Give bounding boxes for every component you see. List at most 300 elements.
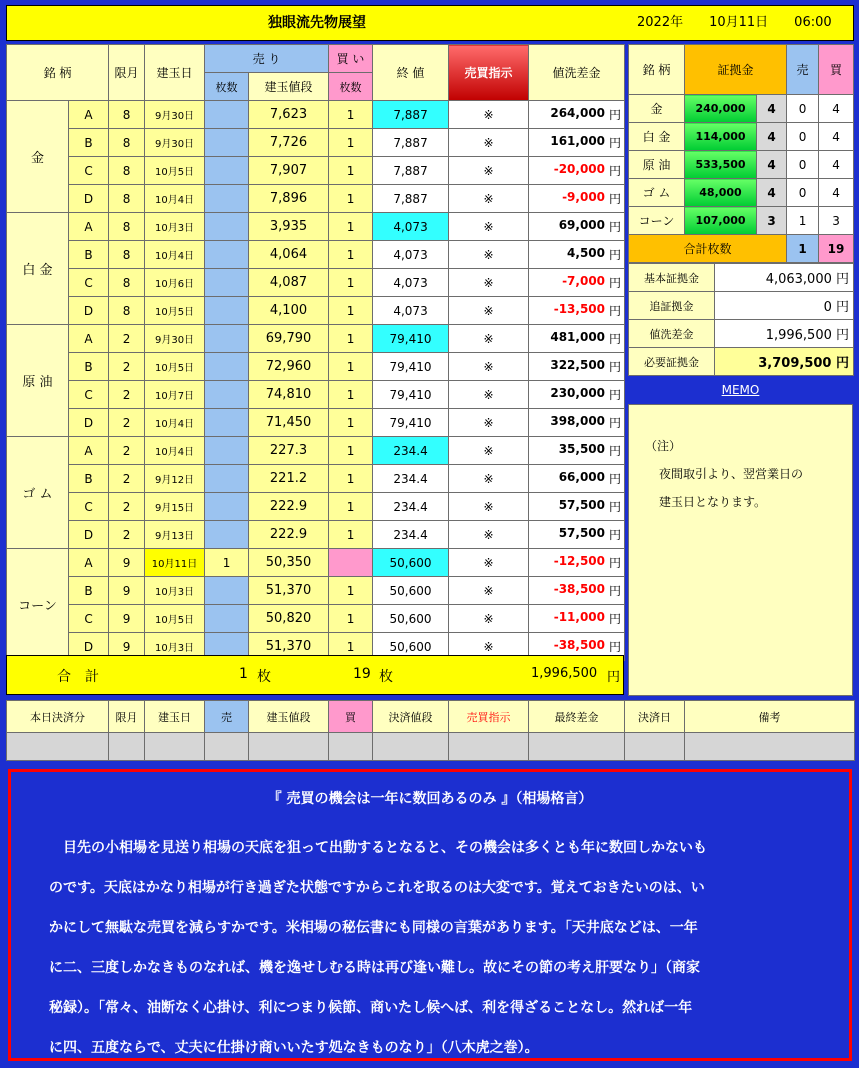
sell-count (205, 409, 249, 437)
buy-count: 1 (329, 353, 373, 381)
sell-count (205, 241, 249, 269)
header-sell-count: 枚数 (205, 73, 249, 101)
title-bar (6, 5, 854, 41)
close-price: 79,410 (373, 409, 449, 437)
margin-sell: 0 (787, 95, 819, 123)
trade-signal: ※ (449, 185, 529, 213)
margin-amount: 240,000 (685, 95, 757, 123)
pnl-value: -11,000 (553, 610, 606, 624)
margin-mult: 3 (757, 207, 787, 235)
yen-unit: 円 (609, 388, 622, 402)
margin-summary-table (628, 263, 854, 376)
pnl-cell (529, 409, 625, 437)
header-owarine: 終 値 (373, 45, 449, 101)
margin-sell: 1 (787, 207, 819, 235)
table-row (7, 157, 625, 185)
settle-header-cell: 決済日 (625, 701, 685, 733)
contract-month: 2 (109, 409, 145, 437)
yen-unit: 円 (609, 248, 622, 262)
buy-count: 1 (329, 409, 373, 437)
table-row (7, 549, 625, 577)
entry-date: 9月13日 (145, 521, 205, 549)
buy-count: 1 (329, 185, 373, 213)
entry-price: 50,350 (249, 549, 329, 577)
proverb-box (8, 769, 852, 1061)
summary-row (629, 348, 854, 376)
header-tateneudan: 建玉値段 (249, 73, 329, 101)
entry-price: 69,790 (249, 325, 329, 353)
memo-line-2: 夜間取引より、翌営業日の (659, 467, 804, 481)
buy-count: 1 (329, 633, 373, 661)
commodity-name: コーン (7, 549, 69, 661)
pnl-value: -7,000 (562, 274, 606, 288)
entry-date: 10月4日 (145, 437, 205, 465)
sell-count (205, 493, 249, 521)
yen-unit: 円 (609, 584, 622, 598)
sell-count (205, 213, 249, 241)
contract-month: 8 (109, 241, 145, 269)
margin-buy: 4 (819, 123, 854, 151)
margin-commodity: 白 金 (629, 123, 685, 151)
memo-link[interactable]: MEMO (721, 383, 760, 397)
commodity-name: 白 金 (7, 213, 69, 325)
buy-count: 1 (329, 577, 373, 605)
margin-mult: 4 (757, 95, 787, 123)
close-price: 7,887 (373, 185, 449, 213)
table-row (7, 465, 625, 493)
contract-code: A (69, 549, 109, 577)
summary-row (629, 320, 854, 348)
proverb-title: 『 売買の機会は一年に数回あるのみ 』（相場格言） (267, 791, 593, 807)
settle-header-cell: 買 (329, 701, 373, 733)
table-row (7, 213, 625, 241)
entry-date: 10月7日 (145, 381, 205, 409)
position-table-wrap (6, 44, 625, 661)
contract-month: 2 (109, 325, 145, 353)
margin-amount: 533,500 (685, 151, 757, 179)
yen-unit: 円 (609, 304, 622, 318)
margin-mult: 4 (757, 179, 787, 207)
memo-line-3: 建玉日となります。 (659, 495, 767, 509)
trade-signal: ※ (449, 605, 529, 633)
sell-count (205, 269, 249, 297)
header-uri: 売 り (205, 45, 329, 73)
entry-date: 10月11日 (145, 549, 205, 577)
trade-signal: ※ (449, 241, 529, 269)
proverb-line: に四、五度ならで、丈夫に仕掛け商いいたす処なきものなり」（八木虎之巻）。 (49, 1040, 539, 1056)
contract-code: C (69, 157, 109, 185)
margin-amount: 107,000 (685, 207, 757, 235)
settle-header-cell: 最終差金 (529, 701, 625, 733)
contract-code: C (69, 605, 109, 633)
table-row (7, 381, 625, 409)
entry-price: 4,100 (249, 297, 329, 325)
entry-date: 10月5日 (145, 605, 205, 633)
pnl-value: -38,500 (553, 638, 606, 652)
entry-price: 7,907 (249, 157, 329, 185)
margin-header-shokokin: 証拠金 (685, 45, 787, 95)
total-sell: 1 (239, 666, 248, 682)
summary-label: 値洗差金 (629, 320, 715, 348)
entry-price: 7,896 (249, 185, 329, 213)
contract-month: 2 (109, 465, 145, 493)
buy-count: 1 (329, 381, 373, 409)
total-label: 合 計 (57, 669, 99, 685)
pnl-value: 66,000 (558, 470, 606, 484)
pnl-cell (529, 129, 625, 157)
pnl-value: 322,500 (550, 358, 606, 372)
settle-cell (7, 733, 109, 761)
settle-cell (529, 733, 625, 761)
close-price: 50,600 (373, 549, 449, 577)
proverb-line: のです。天底はかなり相場が行き過ぎた状態ですからこれを取るのは大変です。覚えておきたいのは、い (49, 880, 705, 896)
header-neaeasakin: 値洗差金 (529, 45, 625, 101)
pnl-value: -38,500 (553, 582, 606, 596)
settle-header-cell: 売 (205, 701, 249, 733)
settle-cell (329, 733, 373, 761)
settle-cell (109, 733, 145, 761)
margin-buy: 3 (819, 207, 854, 235)
close-price: 4,073 (373, 241, 449, 269)
buy-count: 1 (329, 465, 373, 493)
proverb-line: に二、三度しかなきものなれば、機を逸せしむる時は再び逢い難し。故にその節の考え肝要なり」（商家 (49, 960, 700, 976)
settle-header-cell: 建玉日 (145, 701, 205, 733)
yen-unit: 円 (609, 416, 622, 430)
yen-unit: 円 (609, 136, 622, 150)
table-row (7, 521, 625, 549)
contract-code: C (69, 493, 109, 521)
sell-count (205, 157, 249, 185)
margin-row (629, 95, 854, 123)
margin-mult: 4 (757, 123, 787, 151)
pnl-cell (529, 521, 625, 549)
margin-buy: 4 (819, 179, 854, 207)
summary-value: 4,063,000 円 (715, 264, 854, 292)
pnl-cell (529, 297, 625, 325)
entry-price: 222.9 (249, 521, 329, 549)
yen-unit: 円 (609, 500, 622, 514)
margin-row (629, 123, 854, 151)
settle-header-cell: 備考 (685, 701, 855, 733)
pnl-cell (529, 605, 625, 633)
entry-price: 4,087 (249, 269, 329, 297)
entry-date: 10月5日 (145, 353, 205, 381)
contract-month: 2 (109, 521, 145, 549)
pnl-value: 398,000 (550, 414, 606, 428)
pnl-cell (529, 185, 625, 213)
date-time: 2022年 10月11日 06:00 (637, 15, 832, 30)
header-meigara: 銘 柄 (7, 45, 109, 101)
sell-count (205, 353, 249, 381)
sell-count (205, 605, 249, 633)
contract-code: D (69, 409, 109, 437)
buy-count: 1 (329, 101, 373, 129)
yen-unit: 円 (609, 640, 622, 654)
settle-cell (249, 733, 329, 761)
settle-cell (625, 733, 685, 761)
entry-price: 227.3 (249, 437, 329, 465)
buy-count: 1 (329, 269, 373, 297)
buy-count (329, 549, 373, 577)
commodity-name: 金 (7, 101, 69, 213)
contract-month: 2 (109, 353, 145, 381)
close-price: 4,073 (373, 213, 449, 241)
pnl-cell (529, 549, 625, 577)
contract-code: B (69, 577, 109, 605)
entry-price: 3,935 (249, 213, 329, 241)
close-price: 234.4 (373, 521, 449, 549)
trade-signal: ※ (449, 353, 529, 381)
margin-total-buy: 19 (819, 235, 854, 263)
commodity-name: 原 油 (7, 325, 69, 437)
entry-price: 50,820 (249, 605, 329, 633)
entry-date: 9月15日 (145, 493, 205, 521)
yen-unit: 円 (609, 108, 622, 122)
close-price: 79,410 (373, 381, 449, 409)
pnl-cell (529, 465, 625, 493)
pnl-value: 264,000 (550, 106, 606, 120)
margin-row (629, 207, 854, 235)
contract-month: 8 (109, 157, 145, 185)
total-buy: 19 (353, 666, 371, 682)
sell-count (205, 437, 249, 465)
close-price: 50,600 (373, 633, 449, 661)
entry-date: 10月5日 (145, 297, 205, 325)
margin-row (629, 151, 854, 179)
close-price: 79,410 (373, 353, 449, 381)
close-price: 234.4 (373, 493, 449, 521)
pnl-value: 161,000 (550, 134, 606, 148)
trade-signal: ※ (449, 521, 529, 549)
buy-count: 1 (329, 213, 373, 241)
pnl-cell (529, 101, 625, 129)
buy-count: 1 (329, 297, 373, 325)
summary-label: 追証拠金 (629, 292, 715, 320)
entry-date: 9月30日 (145, 325, 205, 353)
trade-signal: ※ (449, 409, 529, 437)
margin-header-meigara: 銘 柄 (629, 45, 685, 95)
settle-table-wrap (6, 700, 855, 761)
pnl-cell (529, 353, 625, 381)
buy-count: 1 (329, 493, 373, 521)
entry-date: 9月30日 (145, 129, 205, 157)
yen-unit: 円 (609, 192, 622, 206)
table-row (7, 129, 625, 157)
contract-month: 2 (109, 437, 145, 465)
table-row (7, 269, 625, 297)
table-row (7, 297, 625, 325)
summary-label: 必要証拠金 (629, 348, 715, 376)
trade-signal: ※ (449, 157, 529, 185)
entry-price: 51,370 (249, 577, 329, 605)
margin-commodity: コーン (629, 207, 685, 235)
contract-month: 2 (109, 381, 145, 409)
table-row (7, 185, 625, 213)
contract-code: B (69, 129, 109, 157)
memo-box (628, 404, 853, 696)
buy-count: 1 (329, 157, 373, 185)
total-yen: 円 (607, 670, 621, 685)
margin-amount: 48,000 (685, 179, 757, 207)
entry-date: 9月30日 (145, 101, 205, 129)
pnl-value: 57,500 (558, 526, 606, 540)
pnl-cell (529, 325, 625, 353)
margin-row (629, 179, 854, 207)
contract-code: A (69, 325, 109, 353)
sell-count (205, 129, 249, 157)
pnl-cell (529, 269, 625, 297)
entry-date: 10月4日 (145, 409, 205, 437)
trade-signal: ※ (449, 381, 529, 409)
yen-unit: 円 (609, 528, 622, 542)
entry-price: 72,960 (249, 353, 329, 381)
sell-count (205, 465, 249, 493)
contract-code: A (69, 101, 109, 129)
sell-count (205, 381, 249, 409)
close-price: 234.4 (373, 465, 449, 493)
yen-unit: 円 (609, 332, 622, 346)
margin-amount: 114,000 (685, 123, 757, 151)
contract-month: 2 (109, 493, 145, 521)
trade-signal: ※ (449, 465, 529, 493)
close-price: 79,410 (373, 325, 449, 353)
margin-sell: 0 (787, 123, 819, 151)
close-price: 7,887 (373, 101, 449, 129)
entry-date: 9月12日 (145, 465, 205, 493)
contract-month: 8 (109, 297, 145, 325)
trade-signal: ※ (449, 297, 529, 325)
yen-unit: 円 (609, 360, 622, 374)
close-price: 7,887 (373, 157, 449, 185)
pnl-value: -9,000 (562, 190, 606, 204)
settle-cell (685, 733, 855, 761)
contract-month: 9 (109, 633, 145, 661)
entry-date: 10月4日 (145, 241, 205, 269)
margin-buy: 4 (819, 95, 854, 123)
pnl-value: 57,500 (558, 498, 606, 512)
margin-sell: 0 (787, 179, 819, 207)
proverb-line: 秘録）。「常々、油断なく心掛け、利につまり候節、商いたし候へば、利を得ざることなし。然れば一年 (49, 1000, 693, 1016)
pnl-value: 4,500 (567, 246, 606, 260)
summary-value: 0 円 (715, 292, 854, 320)
table-row (7, 325, 625, 353)
margin-commodity: 金 (629, 95, 685, 123)
header-gengetsu: 限月 (109, 45, 145, 101)
summary-row (629, 292, 854, 320)
contract-code: A (69, 213, 109, 241)
summary-value: 3,709,500 円 (715, 348, 854, 376)
trade-signal: ※ (449, 213, 529, 241)
table-row (7, 437, 625, 465)
entry-date: 10月3日 (145, 213, 205, 241)
entry-price: 221.2 (249, 465, 329, 493)
contract-month: 8 (109, 101, 145, 129)
total-sell-unit: 枚 (257, 669, 271, 685)
buy-count: 1 (329, 521, 373, 549)
page-title: 独眼流先物展望 (268, 15, 366, 31)
pnl-value: 35,500 (558, 442, 606, 456)
pnl-value: -13,500 (553, 302, 606, 316)
entry-date: 10月3日 (145, 633, 205, 661)
entry-price: 74,810 (249, 381, 329, 409)
contract-month: 9 (109, 605, 145, 633)
margin-header-kai: 買 (819, 45, 854, 95)
yen-unit: 円 (609, 444, 622, 458)
margin-total-label: 合計枚数 (629, 235, 787, 263)
contract-code: B (69, 353, 109, 381)
table-row (7, 353, 625, 381)
close-price: 4,073 (373, 297, 449, 325)
position-table (6, 44, 625, 661)
summary-row (629, 264, 854, 292)
trade-signal: ※ (449, 269, 529, 297)
contract-month: 8 (109, 269, 145, 297)
pnl-cell (529, 577, 625, 605)
settle-cell (145, 733, 205, 761)
buy-count: 1 (329, 605, 373, 633)
buy-count: 1 (329, 241, 373, 269)
margin-header-uri: 売 (787, 45, 819, 95)
pnl-value: 230,000 (550, 386, 606, 400)
summary-label: 基本証拠金 (629, 264, 715, 292)
settle-cell (449, 733, 529, 761)
trade-signal: ※ (449, 633, 529, 661)
entry-date: 10月5日 (145, 157, 205, 185)
contract-code: B (69, 465, 109, 493)
sell-count (205, 101, 249, 129)
margin-commodity: ゴ ム (629, 179, 685, 207)
sell-count (205, 297, 249, 325)
total-bar (6, 655, 624, 695)
contract-month: 9 (109, 549, 145, 577)
pnl-cell (529, 437, 625, 465)
entry-price: 71,450 (249, 409, 329, 437)
settle-cell (205, 733, 249, 761)
contract-code: D (69, 633, 109, 661)
contract-code: D (69, 521, 109, 549)
margin-commodity: 原 油 (629, 151, 685, 179)
margin-total-sell: 1 (787, 235, 819, 263)
close-price: 4,073 (373, 269, 449, 297)
buy-count: 1 (329, 129, 373, 157)
proverb-line: 目先の小相場を見送り相場の天底を狙って出動するとなると、その機会は多くとも年に数回しかないも (49, 840, 707, 856)
yen-unit: 円 (609, 612, 622, 626)
close-price: 50,600 (373, 577, 449, 605)
settle-table (6, 700, 855, 761)
settle-header-cell: 本日決済分 (7, 701, 109, 733)
trade-signal: ※ (449, 577, 529, 605)
settle-header-cell: 限月 (109, 701, 145, 733)
trade-signal: ※ (449, 437, 529, 465)
sell-count: 1 (205, 549, 249, 577)
pnl-value: -12,500 (553, 554, 606, 568)
header-kai: 買 い (329, 45, 373, 73)
yen-unit: 円 (609, 164, 622, 178)
table-row (7, 101, 625, 129)
pnl-cell (529, 213, 625, 241)
entry-date: 10月3日 (145, 577, 205, 605)
proverb-line: かにして無駄な売買を減らすかです。米相場の秘伝書にも同様の言葉があります。「天井底などは、一年 (49, 920, 698, 936)
trade-signal: ※ (449, 549, 529, 577)
sell-count (205, 185, 249, 213)
buy-count: 1 (329, 325, 373, 353)
header-baibai: 売買指示 (449, 45, 529, 101)
contract-code: C (69, 269, 109, 297)
trade-signal: ※ (449, 129, 529, 157)
total-buy-unit: 枚 (379, 669, 393, 685)
yen-unit: 円 (609, 472, 622, 486)
settle-header-cell: 売買指示 (449, 701, 529, 733)
